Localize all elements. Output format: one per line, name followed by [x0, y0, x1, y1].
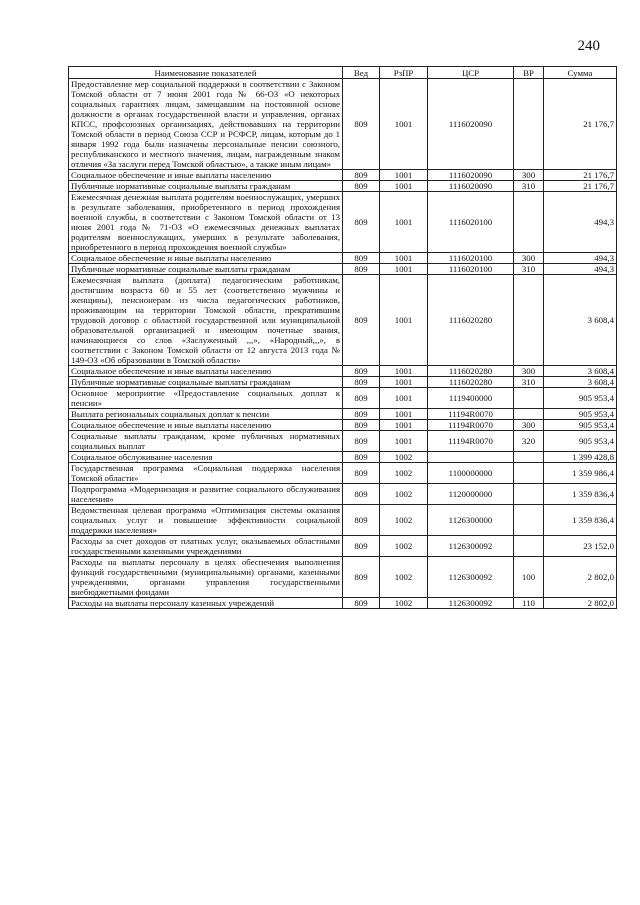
table-row: [69, 463, 617, 484]
table-row: [69, 275, 617, 366]
cell-rzpr: 1001: [380, 264, 428, 275]
table-row: [69, 431, 617, 452]
cell-csr: [428, 452, 514, 463]
cell-ved: 809: [343, 505, 380, 536]
cell-rzpr: 1001: [380, 431, 428, 452]
cell-rzpr: 1001: [380, 79, 428, 170]
cell-rzpr: 1002: [380, 463, 428, 484]
cell-sum: 1 359 986,4: [544, 463, 617, 484]
cell-rzpr: 1002: [380, 484, 428, 505]
cell-ved: 809: [343, 409, 380, 420]
cell-name: Социальное обеспечение и иные выплаты населению: [69, 366, 343, 377]
cell-ved: 809: [343, 253, 380, 264]
header-vr: ВР: [514, 67, 544, 79]
cell-vr: [514, 484, 544, 505]
cell-vr: [514, 409, 544, 420]
header-rzpr: РзПР: [380, 67, 428, 79]
cell-ved: 809: [343, 463, 380, 484]
cell-rzpr: 1001: [380, 253, 428, 264]
cell-ved: 809: [343, 79, 380, 170]
cell-ved: 809: [343, 557, 380, 598]
cell-rzpr: 1002: [380, 452, 428, 463]
cell-sum: 2 802,0: [544, 557, 617, 598]
cell-rzpr: 1002: [380, 536, 428, 557]
table-row: [69, 79, 617, 170]
cell-name: Предоставление мер социальной поддержки в соответствии с Законом Томской области от 7 июня 2001 года № 66-ОЗ «О некоторых социальных гарантиях лицам, замещавшим на постоянной основе должности в органах государственной власти и управления, органах КПСС, профсоюзных организациях, действовавших на территории Томской области в период Союза ССР и РСФСР, лицам, которым до 1 января 1992 года были назначены персональные пенсии союзного, республиканского и местного значения, лицам, награжденным знаком отличия «За заслуги перед Томской областью», а также иным лицам»: [69, 79, 343, 170]
cell-rzpr: 1002: [380, 505, 428, 536]
table-row: [69, 192, 617, 253]
page-number: 240: [577, 38, 600, 54]
cell-vr: [514, 79, 544, 170]
cell-name: Социальное обеспечение и иные выплаты населению: [69, 253, 343, 264]
cell-vr: 110: [514, 598, 544, 609]
cell-csr: 1119400000: [428, 388, 514, 409]
table-row: [69, 181, 617, 192]
cell-rzpr: 1001: [380, 192, 428, 253]
cell-sum: 494,3: [544, 264, 617, 275]
budget-table: [68, 66, 617, 609]
cell-ved: 809: [343, 366, 380, 377]
cell-csr: 11194R0070: [428, 409, 514, 420]
cell-vr: 300: [514, 170, 544, 181]
cell-name: Социальное обслуживание населения: [69, 452, 343, 463]
cell-csr: 1116020100: [428, 264, 514, 275]
cell-vr: [514, 275, 544, 366]
cell-sum: 1 359 836,4: [544, 484, 617, 505]
cell-vr: [514, 536, 544, 557]
cell-vr: 320: [514, 431, 544, 452]
cell-sum: 905 953,4: [544, 409, 617, 420]
cell-rzpr: 1001: [380, 181, 428, 192]
cell-vr: [514, 505, 544, 536]
cell-ved: 809: [343, 192, 380, 253]
cell-sum: 1 399 428,8: [544, 452, 617, 463]
cell-ved: 809: [343, 431, 380, 452]
cell-csr: 1120000000: [428, 484, 514, 505]
cell-ved: 809: [343, 388, 380, 409]
cell-name: Подпрограмма «Модернизация и развитие социального обслуживания населения»: [69, 484, 343, 505]
table-row: [69, 377, 617, 388]
cell-name: Ежемесячная денежная выплата родителям военнослужащих, умерших в результате заболевания, приобретенного в период прохождения военной службы, в соответствии с Законом Томской области от 13 июня 2001 года № 71-ОЗ «О ежемесячных денежных выплатах родителям военнослужащих, умерших в результате заболевания, приобретенного в период прохождения военной службы»: [69, 192, 343, 253]
cell-rzpr: 1001: [380, 170, 428, 181]
header-csr: ЦСР: [428, 67, 514, 79]
cell-name: Расходы на выплаты персоналу казенных учреждений: [69, 598, 343, 609]
cell-rzpr: 1001: [380, 377, 428, 388]
cell-csr: 1126300092: [428, 536, 514, 557]
cell-sum: 494,3: [544, 253, 617, 264]
cell-rzpr: 1002: [380, 598, 428, 609]
table-row: [69, 253, 617, 264]
cell-sum: 21 176,7: [544, 170, 617, 181]
cell-ved: 809: [343, 598, 380, 609]
cell-sum: 905 953,4: [544, 388, 617, 409]
cell-sum: 3 608,4: [544, 275, 617, 366]
header-sum: Сумма: [544, 67, 617, 79]
cell-ved: 809: [343, 377, 380, 388]
cell-name: Публичные нормативные социальные выплаты гражданам: [69, 181, 343, 192]
cell-sum: 905 953,4: [544, 420, 617, 431]
cell-csr: 1116020090: [428, 170, 514, 181]
cell-csr: 1116020100: [428, 253, 514, 264]
cell-csr: 1126300092: [428, 557, 514, 598]
table-row: [69, 388, 617, 409]
cell-rzpr: 1001: [380, 409, 428, 420]
cell-rzpr: 1001: [380, 366, 428, 377]
cell-sum: 3 608,4: [544, 366, 617, 377]
cell-vr: [514, 452, 544, 463]
cell-vr: [514, 192, 544, 253]
cell-name: Публичные нормативные социальные выплаты гражданам: [69, 377, 343, 388]
cell-sum: 23 152,0: [544, 536, 617, 557]
cell-vr: 100: [514, 557, 544, 598]
cell-sum: 494,3: [544, 192, 617, 253]
cell-sum: 21 176,7: [544, 79, 617, 170]
cell-vr: 300: [514, 420, 544, 431]
cell-vr: 310: [514, 181, 544, 192]
table-row: [69, 409, 617, 420]
table-row: [69, 505, 617, 536]
cell-ved: 809: [343, 536, 380, 557]
cell-name: Основное мероприятие «Предоставление социальных доплат к пенсии»: [69, 388, 343, 409]
header-name: Наименование показателей: [69, 67, 343, 79]
cell-csr: 1116020100: [428, 192, 514, 253]
cell-csr: 1126300000: [428, 505, 514, 536]
cell-vr: 300: [514, 366, 544, 377]
cell-name: Публичные нормативные социальные выплаты гражданам: [69, 264, 343, 275]
table-header-row: [69, 67, 617, 79]
cell-name: Социальные выплаты гражданам, кроме публичных нормативных социальных выплат: [69, 431, 343, 452]
table-row: [69, 484, 617, 505]
cell-name: Ежемесячная выплата (доплата) педагогическим работникам, достигшим возраста 60 и 55 лет (соответственно мужчины и женщины), пенсионерам из числа педагогических работников, проживающим на территории Томской области, прекратившим трудовой договор с областной государственной или муниципальной образовательной организацией и имеющим почетные звания, начинающиеся со слов «Заслуженный ,,,», «Народный,,,», в соответствии с Законом Томской области от 12 августа 2013 года № 149-ОЗ «Об образовании в Томской области»: [69, 275, 343, 366]
cell-ved: 809: [343, 170, 380, 181]
table-row: [69, 170, 617, 181]
table-body: [69, 79, 617, 609]
cell-name: Государственная программа «Социальная поддержка населения Томской области»: [69, 463, 343, 484]
cell-name: Расходы за счет доходов от платных услуг, оказываемых областными государственными казенными учреждениями: [69, 536, 343, 557]
cell-csr: 1116020090: [428, 79, 514, 170]
table-row: [69, 420, 617, 431]
cell-vr: 310: [514, 264, 544, 275]
cell-csr: 1116020090: [428, 181, 514, 192]
cell-name: Ведомственная целевая программа «Оптимизация системы оказания социальных услуг и повышение эффективности социальной поддержки населения»: [69, 505, 343, 536]
cell-vr: [514, 388, 544, 409]
cell-vr: [514, 463, 544, 484]
cell-name: Социальное обеспечение и иные выплаты населению: [69, 170, 343, 181]
header-ved: Вед: [343, 67, 380, 79]
table-row: [69, 366, 617, 377]
table-row: [69, 264, 617, 275]
cell-vr: 300: [514, 253, 544, 264]
cell-rzpr: 1001: [380, 420, 428, 431]
cell-sum: 2 802,0: [544, 598, 617, 609]
cell-ved: 809: [343, 181, 380, 192]
cell-csr: 11194R0070: [428, 420, 514, 431]
cell-ved: 809: [343, 275, 380, 366]
cell-csr: 1100000000: [428, 463, 514, 484]
cell-csr: 1116020280: [428, 366, 514, 377]
cell-vr: 310: [514, 377, 544, 388]
cell-sum: 3 608,4: [544, 377, 617, 388]
cell-csr: 1116020280: [428, 275, 514, 366]
cell-name: Выплата региональных социальных доплат к пенсии: [69, 409, 343, 420]
cell-rzpr: 1001: [380, 275, 428, 366]
cell-name: Расходы на выплаты персоналу в целях обеспечения выполнения функций государственными (муниципальными) органами, казенными учреждениями, органами управления государственными внебюджетными фондами: [69, 557, 343, 598]
cell-name: Социальное обеспечение и иные выплаты населению: [69, 420, 343, 431]
cell-csr: 1116020280: [428, 377, 514, 388]
table-row: [69, 557, 617, 598]
cell-ved: 809: [343, 452, 380, 463]
table-row: [69, 598, 617, 609]
table-row: [69, 452, 617, 463]
cell-rzpr: 1002: [380, 557, 428, 598]
cell-ved: 809: [343, 264, 380, 275]
cell-csr: 1126300092: [428, 598, 514, 609]
cell-ved: 809: [343, 484, 380, 505]
table-row: [69, 536, 617, 557]
cell-sum: 1 359 836,4: [544, 505, 617, 536]
cell-rzpr: 1001: [380, 388, 428, 409]
cell-csr: 11194R0070: [428, 431, 514, 452]
cell-sum: 905 953,4: [544, 431, 617, 452]
cell-ved: 809: [343, 420, 380, 431]
cell-sum: 21 176,7: [544, 181, 617, 192]
